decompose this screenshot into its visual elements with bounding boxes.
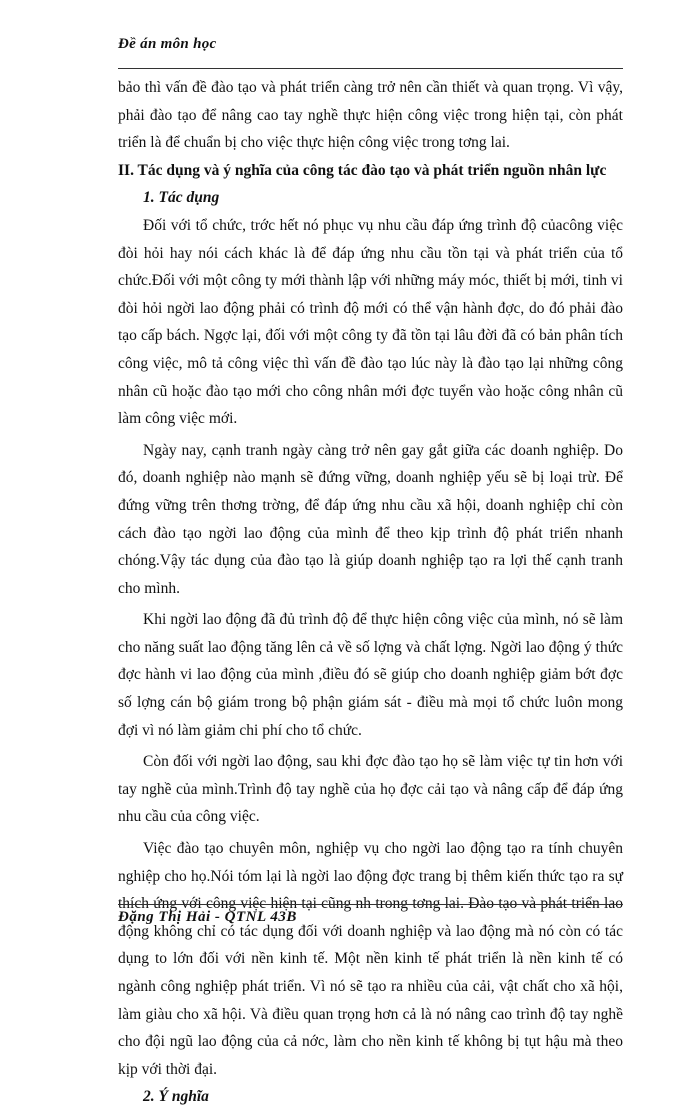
footer-author: Đặng Thị Hải - QTNL 43B [118,909,297,925]
paragraph: Khi ngời lao động đã đủ trình độ để thực hiện công việc của mình, nó sẽ làm cho năng suất lao động tăng lên cả về số lợng và chất lợng. Ngời lao động ý thức đợc hành vi lao động của mình ,điều đó sẽ giúp cho doanh nghiệp giảm bớt đợc số lợng cán bộ giám trong bộ phận giám sát - điều mà mọi tổ chức luôn mong đợi vì nó làm giảm chi phí cho tổ chức. [118,611,623,739]
section-heading: II. Tác dụng và ý nghĩa của công tác đào tạo và phát triển nguồn nhân lực [118,161,607,179]
paragraph: Đối với tổ chức, trớc hết nó phục vụ nhu cầu đáp ứng trình độ củacông việc đòi hỏi hay nói cách khác là để đáp ứng nhu cầu tồn tại và phát triển của tổ chức.Đối với một công ty mới thành lập với những máy móc, thiết bị mới, tinh vi đòi hỏi ngời lao động phải có trình độ mới có thể vận hành đợc, do đó phải đào tạo cấp bách. Ngợc lại, đối với một công ty đã tồn tại lâu đời đã có bản phân tích công việc, mô tả công việc thì vấn đề đào tạo lúc này là đào tạo lại những công nhân cũ hoặc đào tạo mới cho công nhân mới đợc tuyển vào hoặc công nhân cũ làm công việc mới. [118,216,623,428]
body-text [118,74,623,1111]
paragraph: Ngày nay, cạnh tranh ngày càng trở nên gay gắt giữa các doanh nghiệp. Do đó, doanh nghiệp nào mạnh sẽ đứng vững, doanh nghiệp yếu sẽ bị loại trừ. Để đứng vững trên thơng trờng, để đáp ứng nhu cầu xã hội, doanh nghiệp chỉ còn cách đào tạo ngời lao động của mình để theo kịp trình độ phát triển nhanh chóng.Vậy tác dụng của đào tạo là giúp doanh nghiệp tạo ra lợi thế cạnh tranh cho mình. [118,441,623,597]
subsection-heading-effects: 1. Tác dụng [143,189,220,207]
paragraph: Còn đối với ngời lao động, sau khi đợc đào tạo họ sẽ làm việc tự tin hơn với tay nghề của mình.Trình độ tay nghề của họ đợc cải tạo và nâng cấp để đáp ứng nhu cầu của công việc. [118,753,623,826]
subsection-heading-meaning: 2. Ý nghĩa [143,1088,209,1106]
paragraph-continuation: bảo thì vấn đề đào tạo và phát triển càng trở nên cần thiết và quan trọng. Vì vậy, phải đào tạo để nâng cao tay nghề thực hiện công việc trong hiện tại, còn phát triển là để chuẩn bị cho việc thực hiện công việc trong tơng lai. [118,79,623,152]
footer-divider [118,904,623,905]
paragraph: Việc đào tạo chuyên môn, nghiệp vụ cho ngời lao động tạo ra tính chuyên nghiệp cho họ.Nói tóm lại là ngời lao động đợc trang bị thêm kiến thức tạo ra sự thích ứng với công việc hiện tại cũng nh trong tơng lai. Đào tạo và phát triển lao động không chỉ có tác dụng đối với doanh nghiệp và lao động mà nó còn có tác dụng to lớn đối với nền kinh tế. Một nền kinh tế phát triển là nền kinh tế có ngành công nghiệp phát triển. Vì nó sẽ tạo ra nhiều của cải, vật chất cho xã hội, làm giàu cho xã hội. Và điều quan trọng hơn cả là nó nâng cao trình độ tay nghề cho đội ngũ lao động của cả nớc, làm cho nền kinh tế không bị tụt hậu mà theo kịp với thời đại. [118,840,623,1078]
header-title: Đề án môn học [118,36,217,52]
header-divider [118,68,623,69]
